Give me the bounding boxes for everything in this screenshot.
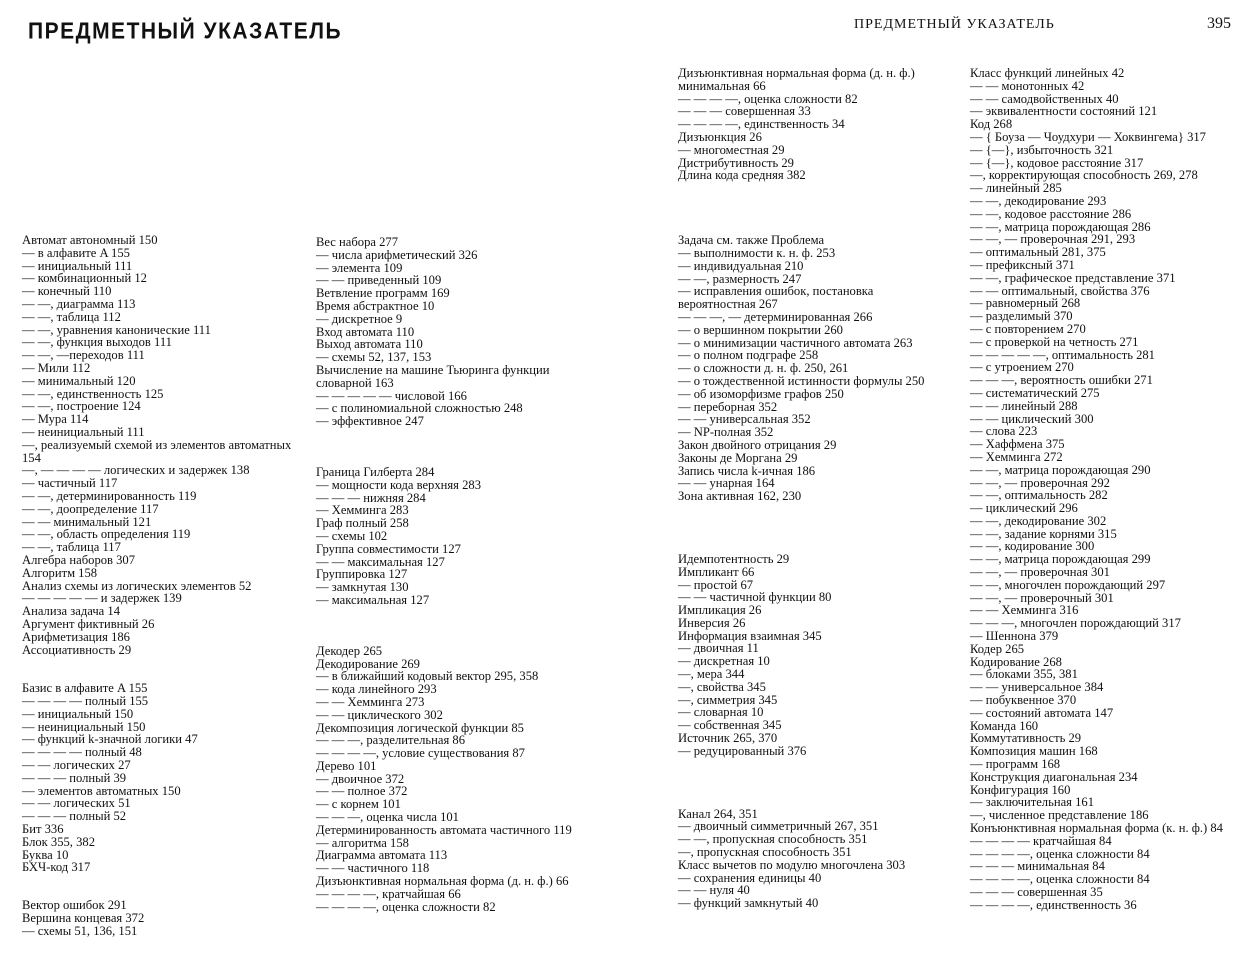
index-entry: Группа совместимости 127 bbox=[316, 541, 461, 556]
index-entry: — систематический 275 bbox=[970, 385, 1100, 400]
index-entry: — —, — проверочная 301 bbox=[970, 565, 1110, 580]
index-entry: — — — — полный 48 bbox=[22, 745, 142, 760]
index-entry: — — циклический 300 bbox=[970, 411, 1094, 426]
index-entry: БХЧ-код 317 bbox=[22, 860, 91, 875]
index-entry: — —, кодирование 300 bbox=[970, 539, 1095, 554]
index-column-4 bbox=[970, 67, 1238, 912]
index-entry: Дерево 101 bbox=[316, 758, 377, 773]
index-entry: — — — —, единственность 34 bbox=[678, 117, 845, 132]
index-entry: Анализ схемы из логических элементов 52 bbox=[22, 578, 252, 593]
index-entry: — —, диаграмма 113 bbox=[22, 296, 136, 311]
index-entry: — блоками 355, 381 bbox=[970, 667, 1078, 682]
index-entry: — — — — —, оптимальность 281 bbox=[970, 347, 1155, 362]
index-entry: — —, таблица 112 bbox=[22, 309, 121, 324]
index-entry: Группировка 127 bbox=[316, 567, 408, 582]
index-entry: — — — минимальная 84 bbox=[970, 859, 1105, 874]
index-entry: Бит 336 bbox=[22, 822, 64, 837]
index-entry: — —, матрица порождающая 286 bbox=[970, 219, 1151, 234]
index-entry: Аргумент фиктивный 26 bbox=[22, 616, 155, 631]
index-entry: — —, единственность 125 bbox=[22, 386, 164, 401]
index-entry: — — унарная 164 bbox=[678, 476, 775, 491]
index-entry: Кодирование 268 bbox=[970, 654, 1062, 669]
index-entry: Закон двойного отрицания 29 bbox=[678, 437, 837, 452]
index-entry: — —, область определения 119 bbox=[22, 527, 191, 542]
index-entry: Задача см. также Проблема bbox=[678, 233, 825, 248]
index-entry: — —, многочлен порождающий 297 bbox=[970, 577, 1166, 592]
index-entry: — — —, оценка числа 101 bbox=[316, 810, 459, 825]
index-entry: Базис в алфавите A 155 bbox=[22, 681, 148, 696]
index-entry: — разделимый 370 bbox=[970, 309, 1073, 324]
index-entry: — функций замкнутый 40 bbox=[678, 896, 819, 911]
index-column-1 bbox=[22, 234, 297, 938]
index-entry: — {—}, кодовое расстояние 317 bbox=[970, 155, 1144, 170]
index-entry: — индивидуальная 210 bbox=[678, 258, 804, 273]
index-entry: Импликант 66 bbox=[678, 564, 755, 579]
index-entry: — префиксный 371 bbox=[970, 257, 1075, 272]
index-entry: Анализа задача 14 bbox=[22, 604, 120, 619]
index-entry: — схемы 52, 137, 153 bbox=[316, 350, 432, 365]
index-entry: — неинициальный 111 bbox=[22, 424, 145, 439]
index-entry: — — — —, оценка сложности 82 bbox=[678, 91, 858, 106]
index-entry: — с повторением 270 bbox=[970, 321, 1086, 336]
index-entry: — — приведенный 109 bbox=[316, 273, 442, 288]
page-title-left: ПРЕДМЕТНЫЙ УКАЗАТЕЛЬ bbox=[28, 18, 343, 45]
index-entry: — — частичной функции 80 bbox=[678, 590, 832, 605]
index-entry: — —, —переходов 111 bbox=[22, 348, 145, 363]
index-entry: — — — —, оценка сложности 82 bbox=[316, 899, 496, 914]
index-entry: — — нуля 40 bbox=[678, 883, 750, 898]
index-entry: — схемы 102 bbox=[316, 528, 388, 543]
index-entry: — эквивалентности состояний 121 bbox=[970, 104, 1158, 119]
page-number: 395 bbox=[1207, 15, 1231, 32]
index-entry: Вход автомата 110 bbox=[316, 324, 415, 339]
index-column-3 bbox=[678, 67, 948, 910]
index-entry: Кодер 265 bbox=[970, 641, 1025, 656]
index-entry: Алгоритм 158 bbox=[22, 565, 98, 580]
index-entry: — — линейный 288 bbox=[970, 398, 1078, 413]
index-entry: — максимальная 127 bbox=[316, 592, 430, 607]
index-entry: — —, кодовое расстояние 286 bbox=[970, 206, 1132, 221]
index-entry: — — — — — числовой 166 bbox=[316, 388, 467, 403]
index-entry: — {—}, избыточность 321 bbox=[970, 142, 1114, 157]
index-entry: — Мили 112 bbox=[22, 360, 91, 375]
index-entry: Код 268 bbox=[970, 117, 1013, 132]
index-entry: — — универсальная 352 bbox=[678, 412, 811, 427]
index-entry: Выход автомата 110 bbox=[316, 337, 423, 352]
index-entry: Длина кода средняя 382 bbox=[678, 168, 806, 183]
index-entry: — оптимальный 281, 375 bbox=[970, 245, 1106, 260]
index-entry: — Хаффмена 375 bbox=[970, 437, 1065, 452]
index-entry: — линейный 285 bbox=[970, 181, 1062, 196]
index-entry: Идемпотентность 29 bbox=[678, 551, 790, 566]
index-entry: — — оптимальный, свойства 376 bbox=[970, 283, 1150, 298]
index-entry: — — — —, оценка сложности 84 bbox=[970, 872, 1150, 887]
index-entry: — —, декодирование 293 bbox=[970, 193, 1107, 208]
index-entry: Инверсия 26 bbox=[678, 615, 746, 630]
index-entry: — —, — проверочный 301 bbox=[970, 590, 1114, 605]
index-entry: — — — совершенная 33 bbox=[678, 104, 811, 119]
index-entry: — конечный 110 bbox=[22, 284, 112, 299]
index-entry: — —, графическое представление 371 bbox=[970, 270, 1176, 285]
index-entry: — — минимальный 121 bbox=[22, 514, 152, 529]
index-entry: — об изоморфизме графов 250 bbox=[678, 386, 844, 401]
index-entry: — —, уравнения канонические 111 bbox=[22, 322, 211, 337]
index-entry: — — циклического 302 bbox=[316, 707, 443, 722]
index-entry: — —, функция выходов 111 bbox=[22, 335, 172, 350]
index-entry: — о тождественной истинности формулы 250 bbox=[678, 373, 925, 388]
index-entry: — — — — полный 155 bbox=[22, 694, 149, 709]
index-entry: — многоместная 29 bbox=[678, 142, 785, 157]
index-entry: Информация взаимная 345 bbox=[678, 628, 822, 643]
index-entry: — — — — — и задержек 139 bbox=[22, 591, 182, 606]
index-entry: — — Хемминга 273 bbox=[316, 694, 425, 709]
index-entry: — — — —, условие существования 87 bbox=[316, 746, 525, 761]
index-entry: —, реализуемый схемой из элементов автоматных 154 bbox=[22, 437, 295, 465]
index-entry: Декодирование 269 bbox=[316, 656, 420, 671]
index-entry: Импликация 26 bbox=[678, 603, 762, 618]
index-entry: — — — —, оценка сложности 84 bbox=[970, 846, 1150, 861]
index-entry: — —, доопределение 117 bbox=[22, 501, 159, 516]
index-entry: — — —, — детерминированная 266 bbox=[678, 309, 873, 324]
index-entry: — о минимизации частичного автомата 263 bbox=[678, 335, 913, 350]
index-entry: — Хемминга 283 bbox=[316, 503, 409, 518]
index-entry: Детерминированность автомата частичного 119 bbox=[316, 822, 572, 837]
index-entry: — с корнем 101 bbox=[316, 797, 401, 812]
index-entry: — редуцированный 376 bbox=[678, 743, 807, 758]
index-entry: —, пропускная способность 351 bbox=[678, 845, 852, 860]
index-entry: — о сложности д. н. ф. 250, 261 bbox=[678, 361, 849, 376]
index-entry: — с полиномиальной сложностью 248 bbox=[316, 401, 523, 416]
index-entry: — —, матрица порождающая 290 bbox=[970, 462, 1151, 477]
index-entry: Класс функций линейных 42 bbox=[970, 66, 1125, 80]
index-entry: —, свойства 345 bbox=[678, 679, 766, 694]
index-entry: — замкнутая 130 bbox=[316, 580, 409, 595]
index-entry: Буква 10 bbox=[22, 847, 69, 862]
index-entry: — — —, вероятность ошибки 271 bbox=[970, 373, 1153, 388]
index-entry: — — — нижняя 284 bbox=[316, 490, 426, 505]
running-header: ПРЕДМЕТНЫЙ УКАЗАТЕЛЬ bbox=[854, 17, 1055, 32]
index-entry: — Мура 114 bbox=[22, 412, 89, 427]
index-entry: —, мера 344 bbox=[678, 667, 745, 682]
index-entry: Диаграмма автомата 113 bbox=[316, 848, 448, 863]
index-entry: — с проверкой на четность 271 bbox=[970, 334, 1139, 349]
index-entry: — — —, разделительная 86 bbox=[316, 733, 466, 748]
index-entry: — — — полный 52 bbox=[22, 809, 127, 824]
index-entry: Вектор ошибок 291 bbox=[22, 898, 127, 913]
index-entry: — Хемминга 272 bbox=[970, 449, 1063, 464]
index-entry: — —, размерность 247 bbox=[678, 271, 802, 286]
index-entry: Запись числа k-ичная 186 bbox=[678, 463, 816, 478]
index-entry: — —, декодирование 302 bbox=[970, 513, 1107, 528]
index-entry: Блок 355, 382 bbox=[22, 834, 95, 849]
index-entry: —, — — — — логических и задержек 138 bbox=[22, 463, 250, 478]
index-entry: — неинициальный 150 bbox=[22, 719, 146, 734]
index-entry: Алгебра наборов 307 bbox=[22, 552, 136, 567]
index-entry: Ветвление программ 169 bbox=[316, 286, 450, 301]
index-entry: — — — совершенная 35 bbox=[970, 885, 1103, 899]
index-entry: — — универсальное 384 bbox=[970, 680, 1104, 695]
index-entry: — Шеннона 379 bbox=[970, 629, 1059, 644]
index-entry: — { Боуза — Чоудхури — Хоквингема} 317 bbox=[970, 129, 1206, 144]
index-entry: Вершина концевая 372 bbox=[22, 911, 145, 926]
index-entry: Арифметизация 186 bbox=[22, 629, 130, 644]
index-entry: — — — — кратчайшая 84 bbox=[970, 833, 1112, 848]
index-entry: Декодер 265 bbox=[316, 643, 383, 658]
index-entry: — эффективное 247 bbox=[316, 414, 424, 429]
index-entry: Декомпозиция логической функции 85 bbox=[316, 720, 524, 735]
index-entry: Время абстрактное 10 bbox=[316, 298, 435, 313]
index-entry: — словарная 10 bbox=[678, 705, 764, 720]
index-entry: — —, построение 124 bbox=[22, 399, 141, 414]
index-entry: — частичный 117 bbox=[22, 476, 118, 491]
index-entry: — равномерный 268 bbox=[970, 296, 1081, 311]
index-entry: Ассоциативность 29 bbox=[22, 642, 132, 657]
index-entry: — —, детерминированность 119 bbox=[22, 488, 197, 503]
index-entry: — дискретное 9 bbox=[316, 311, 403, 326]
index-entry: Вычисление на машине Тьюринга функции словарной 163 bbox=[316, 362, 553, 390]
index-entry: Граф полный 258 bbox=[316, 516, 409, 531]
index-entry: — собственная 345 bbox=[678, 718, 782, 733]
index-entry: — —, задание корнями 315 bbox=[970, 526, 1117, 541]
index-entry: — в ближайший кодовый вектор 295, 358 bbox=[316, 669, 539, 684]
index-entry: — —, таблица 117 bbox=[22, 540, 121, 555]
index-entry: — циклический 296 bbox=[970, 501, 1078, 516]
index-entry: — элементов автоматных 150 bbox=[22, 783, 181, 798]
index-entry: Законы де Моргана 29 bbox=[678, 450, 798, 465]
index-entry: — побуквенное 370 bbox=[970, 693, 1077, 708]
index-entry: — — монотонных 42 bbox=[970, 78, 1085, 93]
index-entry: — сохранения единицы 40 bbox=[678, 870, 822, 885]
index-entry: —, корректирующая способность 269, 278 bbox=[970, 168, 1198, 183]
index-entry: — числа арифметический 326 bbox=[316, 247, 478, 262]
index-entry: Конъюнктивная нормальная форма (к. н. ф.) 84 bbox=[970, 821, 1223, 836]
index-entry: — двоичное 372 bbox=[316, 771, 405, 786]
index-entry: — —, — проверочная 292 bbox=[970, 475, 1110, 490]
index-entry: — мощности кода верхняя 283 bbox=[316, 477, 482, 492]
index-entry: Граница Гилберта 284 bbox=[316, 464, 435, 479]
index-entry: — слова 223 bbox=[970, 424, 1038, 439]
index-entry: Источник 265, 370 bbox=[678, 731, 778, 746]
index-entry: Автомат автономный 150 bbox=[22, 233, 158, 247]
index-entry: Вес набора 277 bbox=[316, 235, 399, 249]
index-entry: Дизъюнкция 26 bbox=[678, 129, 762, 144]
index-entry: — комбинационный 12 bbox=[22, 271, 147, 286]
index-entry: Конструкция диагональная 234 bbox=[970, 769, 1138, 784]
index-entry: — минимальный 120 bbox=[22, 373, 136, 388]
index-entry: — элемента 109 bbox=[316, 260, 403, 275]
index-entry: Коммутативность 29 bbox=[970, 731, 1082, 746]
index-entry: — о вершинном покрытии 260 bbox=[678, 322, 843, 337]
index-entry: — двоичный симметричный 267, 351 bbox=[678, 819, 879, 834]
index-entry: —, симметрия 345 bbox=[678, 692, 778, 707]
index-entry: — функций k-значной логики 47 bbox=[22, 732, 198, 747]
index-entry: — кода линейного 293 bbox=[316, 682, 437, 697]
index-column-2 bbox=[316, 236, 588, 913]
index-entry: — — максимальная 127 bbox=[316, 554, 445, 569]
index-entry: — заключительная 161 bbox=[970, 795, 1094, 810]
index-entry: — выполнимости к. н. ф. 253 bbox=[678, 245, 836, 260]
index-entry: — — полное 372 bbox=[316, 784, 408, 799]
index-entry: — состояний автомата 147 bbox=[970, 705, 1114, 720]
index-entry: Конфигурация 160 bbox=[970, 782, 1071, 797]
index-entry: Команда 160 bbox=[970, 718, 1039, 733]
index-entry: — алгоритма 158 bbox=[316, 835, 409, 850]
index-entry: — —, пропускная способность 351 bbox=[678, 832, 868, 847]
index-entry: — — частичного 118 bbox=[316, 861, 430, 876]
index-entry: — —, — проверочная 291, 293 bbox=[970, 232, 1136, 247]
index-entry: — NP-полная 352 bbox=[678, 425, 774, 440]
index-entry: — простой 67 bbox=[678, 577, 754, 592]
index-entry: — в алфавите A 155 bbox=[22, 245, 130, 260]
index-entry: — инициальный 150 bbox=[22, 706, 134, 721]
index-entry: — переборная 352 bbox=[678, 399, 778, 414]
index-entry: Дизъюнктивная нормальная форма (д. н. ф.) минимальная 66 bbox=[678, 66, 918, 93]
index-entry: — — — полный 39 bbox=[22, 770, 127, 785]
index-entry: — —, оптимальность 282 bbox=[970, 488, 1108, 503]
index-entry: Дизъюнктивная нормальная форма (д. н. ф.) 66 bbox=[316, 874, 569, 889]
index-entry: — схемы 51, 136, 151 bbox=[22, 923, 138, 938]
index-entry: — инициальный 111 bbox=[22, 258, 133, 273]
index-entry: — двоичная 11 bbox=[678, 641, 759, 656]
index-entry: —, численное представление 186 bbox=[970, 808, 1149, 823]
index-entry: — с утроением 270 bbox=[970, 360, 1074, 375]
index-entry: — — логических 27 bbox=[22, 758, 131, 773]
index-entry: — — — —, единственность 36 bbox=[970, 897, 1137, 912]
index-entry: — — —, многочлен порождающий 317 bbox=[970, 616, 1181, 631]
index-entry: — программ 168 bbox=[970, 757, 1061, 772]
index-entry: — дискретная 10 bbox=[678, 654, 770, 669]
index-entry: Зона активная 162, 230 bbox=[678, 489, 802, 504]
index-entry: — —, матрица порождающая 299 bbox=[970, 552, 1151, 567]
index-entry: — — — —, кратчайшая 66 bbox=[316, 886, 461, 901]
index-entry: — о полном подграфе 258 bbox=[678, 348, 819, 363]
index-entry: — — логических 51 bbox=[22, 796, 131, 811]
index-entry: — исправления ошибок, постановка вероятностная 267 bbox=[678, 284, 877, 312]
index-entry: Класс вычетов по модулю многочлена 303 bbox=[678, 857, 906, 872]
index-entry: Канал 264, 351 bbox=[678, 806, 758, 821]
index-entry: — — самодвойственных 40 bbox=[970, 91, 1119, 106]
index-entry: Композиция машин 168 bbox=[970, 744, 1098, 759]
index-entry: Дистрибутивность 29 bbox=[678, 155, 794, 170]
index-entry: — — Хемминга 316 bbox=[970, 603, 1079, 618]
